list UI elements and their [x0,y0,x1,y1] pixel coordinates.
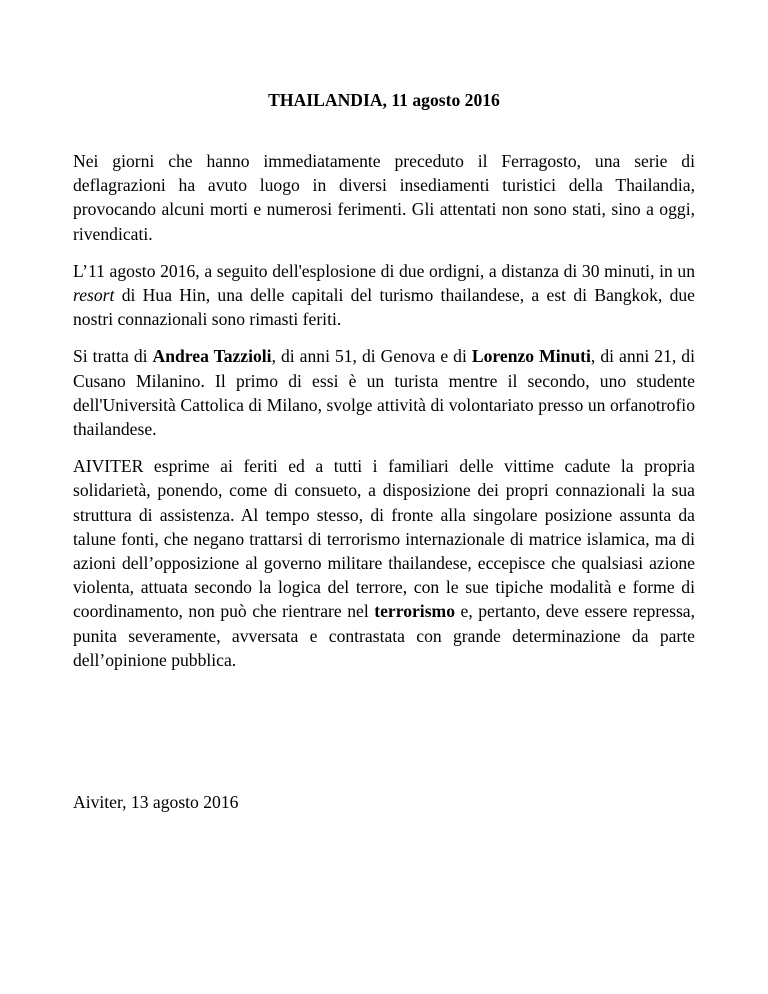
paragraph-2-text-before: L’11 agosto 2016, a seguito dell'esplosione di due ordigni, a distanza di 30 minuti, in un [73,260,695,281]
paragraph-4-text-after: e, pertanto, deve essere repressa, punita severamente, avversata e contrastata con grande determinazione da parte dell’opinione pubblica. [73,601,695,670]
paragraph-3-text-3: , di anni 21, di Cusano Milanino. Il primo di essi è un turista mentre il secondo, uno studente dell'Università Cattolica di Milano, svolge attività di volontariato presso un orfanotrofio thailandese. [73,346,695,440]
paragraph-1 [73,149,695,246]
victim-name-1: Andrea Tazzioli [152,346,272,367]
terrorismo-bold-word: terrorismo [374,601,455,622]
paragraph-4-text-before: AIVITER esprime ai feriti ed a tutti i familiari delle vittime cadute la propria solidarietà, ponendo, come di consueto, a disposizione dei propri connazionali la sua struttura di assistenza. Al tempo stesso, di fronte alla singolare posizione assunta da talune fonti, che negano trattarsi di terrorismo internazionale di matrice islamica, ma di azioni dell’opposizione al governo militare thailandese, eccepisce che qualsiasi azione violenta, attuata secondo la logica del terrore, con le sue tipiche modalità e forme di coordinamento, non può che rientrare nel [73,456,695,622]
paragraph-2 [73,259,695,332]
paragraph-4 [73,454,695,672]
document-signature: Aiviter, 13 agosto 2016 [73,792,239,812]
paragraph-3-text-2: , di anni 51, di Genova e di [271,346,472,367]
paragraph-2-text-after: di Hua Hin, una delle capitali del turismo thailandese, a est di Bangkok, due nostri connazionali sono rimasti feriti. [73,285,695,330]
document-body [73,149,695,672]
paragraph-3-text-1: Si tratta di [73,346,153,367]
resort-italic-word: resort [73,285,115,306]
victim-name-2: Lorenzo Minuti [471,346,591,367]
paragraph-1-text: Nei giorni che hanno immediatamente preceduto il Ferragosto, una serie di deflagrazioni ha avuto luogo in diversi insediamenti turistici della Thailandia, provocando alcuni morti e numerosi ferimenti. Gli attentati non sono stati, sino a oggi, rivendicati. [73,151,695,244]
paragraph-3 [73,344,695,441]
document-title: THAILANDIA, 11 agosto 2016 [268,90,500,110]
